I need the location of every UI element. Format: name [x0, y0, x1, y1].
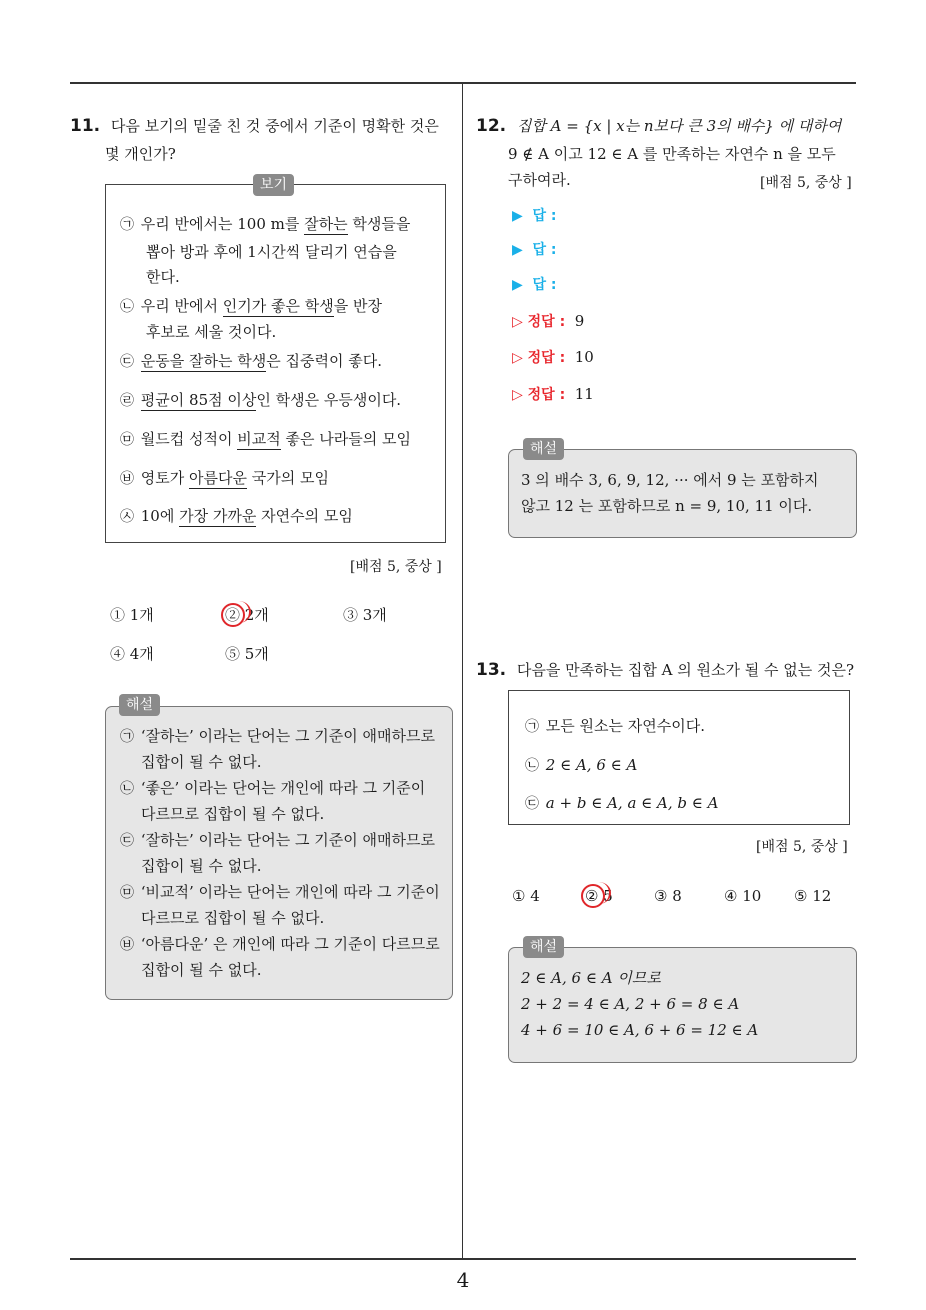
- correct-answer-3: ▷ 정답 : 11: [512, 385, 594, 403]
- column-divider: [462, 82, 463, 1260]
- solution-label: 해설: [523, 936, 564, 958]
- question-text: 구하여라.: [508, 171, 571, 189]
- selected-answer-mark: [221, 603, 245, 627]
- solution-line: 집합이 될 수 없다.: [141, 857, 262, 875]
- item-mark: ㉡: [525, 758, 539, 774]
- solution-line: ‘비교적’ 이라는 단어는 개인에 따라 그 기준이: [140, 883, 440, 901]
- choice-4[interactable]: ④ 10: [724, 887, 762, 905]
- solution-line: ‘좋은’ 이라는 단어는 개인에 따라 그 기준이: [140, 779, 426, 797]
- item-mark: ㉡: [120, 299, 134, 315]
- score-label: [배점 5, 중상 ]: [756, 839, 848, 855]
- choice-4[interactable]: ④ 4개: [110, 645, 154, 663]
- solution-label: 해설: [119, 694, 160, 716]
- question-text: 집합 A = {x | x는 n보다 큰 3의 배수} 에 대하여: [516, 117, 842, 135]
- condition-text: 모든 원소는 자연수이다.: [545, 717, 705, 735]
- choice-3[interactable]: ③ 8: [654, 887, 682, 905]
- solution-box: [105, 706, 453, 1000]
- choice-1[interactable]: ① 4: [512, 887, 540, 905]
- score-label: [배점 5, 중상 ]: [350, 559, 442, 575]
- question-text: 다음 보기의 밑줄 친 것 중에서 기준이 명확한 것은: [110, 117, 439, 135]
- item-line: 한다.: [146, 268, 180, 286]
- item-mark: ㉠: [120, 729, 134, 745]
- selected-answer-mark: [581, 884, 605, 908]
- question-number: 11.: [70, 116, 101, 136]
- item-mark: ㉦: [120, 509, 134, 525]
- example-item-1: ㉠ 우리 반에서는 100 m를 잘하는 학생들을: [120, 215, 411, 233]
- item-mark: ㉤: [120, 432, 134, 448]
- item-mark: ㉡: [120, 781, 134, 797]
- choice-3[interactable]: ③ 3개: [343, 606, 387, 624]
- example-item-6: ㉥ 영토가 아름다운 국가의 모임: [120, 469, 329, 487]
- solution-line: 다르므로 집합이 될 수 없다.: [141, 805, 325, 823]
- question-text: 몇 개인가?: [105, 145, 176, 163]
- solution-line: ‘잘하는’ 이라는 단어는 그 기준이 애매하므로: [140, 727, 435, 745]
- example-item-2: ㉡ 우리 반에서 인기가 좋은 학생을 반장: [120, 297, 382, 315]
- page-number: 4: [456, 1268, 470, 1292]
- example-label: 보기: [253, 174, 294, 196]
- example-item-7: ㉦ 10에 가장 가까운 자연수의 모임: [120, 507, 353, 525]
- answer-blank-3[interactable]: ▶ 답 :: [512, 277, 557, 293]
- solution-line: 집합이 될 수 없다.: [141, 961, 262, 979]
- bottom-rule: [70, 1258, 856, 1260]
- correct-answer-1: ▷ 정답 : 9: [512, 312, 585, 330]
- choice-2[interactable]: ② 2개: [225, 606, 269, 624]
- top-rule: [70, 82, 856, 84]
- example-item-3: ㉢ 운동을 잘하는 학생은 집중력이 좋다.: [120, 352, 382, 370]
- condition-text: a + b ∈ A, a ∈ A, b ∈ A: [545, 794, 719, 812]
- item-mark: ㉢: [120, 833, 134, 849]
- solution-box: [508, 449, 857, 538]
- solution-line: ‘잘하는’ 이라는 단어는 그 기준이 애매하므로: [140, 831, 435, 849]
- score-label: [배점 5, 중상 ]: [760, 175, 852, 191]
- item-line: 뽑아 방과 후에 1시간씩 달리기 연습을: [146, 243, 397, 261]
- solution-line: 집합이 될 수 없다.: [141, 753, 262, 771]
- correct-answer-2: ▷ 정답 : 10: [512, 348, 594, 366]
- solution-line: 4 + 6 = 10 ∈ A, 6 + 6 = 12 ∈ A: [521, 1021, 759, 1039]
- item-mark: ㉠: [525, 719, 539, 735]
- solution-line: 다르므로 집합이 될 수 없다.: [141, 909, 325, 927]
- item-mark: ㉢: [120, 354, 134, 370]
- choice-5[interactable]: ⑤ 12: [794, 887, 832, 905]
- choice-1[interactable]: ① 1개: [110, 606, 154, 624]
- item-mark: ㉥: [120, 471, 134, 487]
- choice-5[interactable]: ⑤ 5개: [225, 645, 269, 663]
- question-number: 12.: [476, 116, 507, 136]
- item-mark: ㉣: [120, 393, 134, 409]
- choice-2[interactable]: ② 5: [585, 887, 613, 905]
- answer-blank-1[interactable]: ▶ 답 :: [512, 208, 557, 224]
- solution-line: 2 ∈ A, 6 ∈ A 이므로: [521, 969, 661, 987]
- example-item-5: ㉤ 월드컵 성적이 비교적 좋은 나라들의 모임: [120, 430, 411, 448]
- question-text: 9 ∉ A 이고 12 ∈ A 를 만족하는 자연수 n 을 모두: [508, 145, 836, 163]
- item-mark: ㉥: [120, 937, 134, 953]
- solution-line: 않고 12 는 포함하므로 n = 9, 10, 11 이다.: [521, 497, 813, 515]
- item-line: 후보로 세울 것이다.: [146, 323, 277, 341]
- item-mark: ㉢: [525, 796, 539, 812]
- item-mark: ㉠: [120, 217, 134, 233]
- solution-line: 2 + 2 = 4 ∈ A, 2 + 6 = 8 ∈ A: [521, 995, 740, 1013]
- answer-blank-2[interactable]: ▶ 답 :: [512, 242, 557, 258]
- condition-text: 2 ∈ A, 6 ∈ A: [545, 756, 638, 774]
- solution-line: ‘아름다운’ 은 개인에 따라 그 기준이 다르므로: [140, 935, 440, 953]
- solution-label: 해설: [523, 438, 564, 460]
- question-13: [476, 660, 854, 680]
- question-number: 13.: [476, 660, 507, 680]
- solution-line: 3 의 배수 3, 6, 9, 12, ··· 에서 9 는 포함하지: [521, 471, 819, 489]
- example-item-4: ㉣ 평균이 85점 이상인 학생은 우등생이다.: [120, 391, 402, 409]
- question-text: 다음을 만족하는 집합 A 의 원소가 될 수 없는 것은?: [516, 661, 855, 679]
- item-mark: ㉤: [120, 885, 134, 901]
